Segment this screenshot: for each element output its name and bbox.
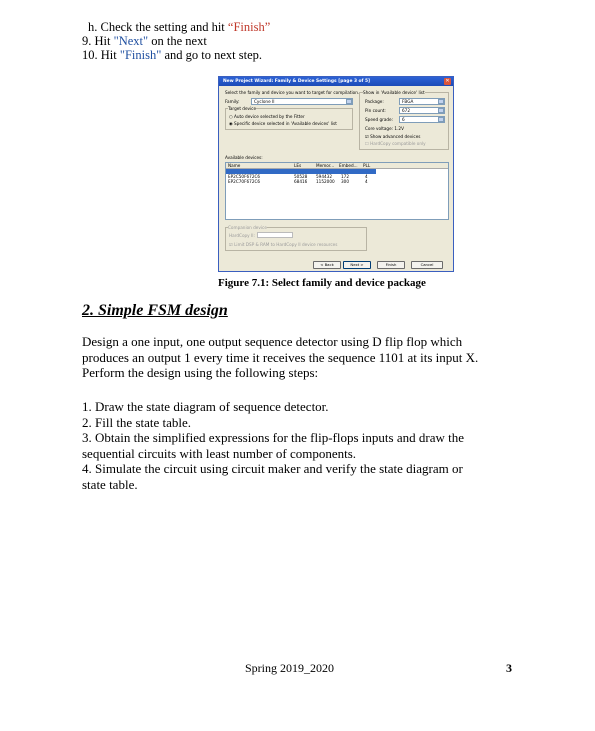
package-value: FBGA	[402, 99, 414, 104]
chevron-down-icon	[438, 99, 444, 104]
step-10-quote: "Finish"	[119, 48, 162, 62]
package-label: Package:	[365, 99, 384, 104]
col-embedded[interactable]: Embed...	[339, 163, 358, 168]
figure-caption: Figure 7.1: Select family and device package	[218, 277, 426, 289]
step-9	[82, 34, 207, 49]
cell: EP2C50F672C6	[228, 174, 261, 179]
step-10	[82, 48, 262, 63]
task-item: 3. Obtain the simplified expressions for the flip-flops inputs and draw the	[82, 430, 464, 445]
step-9-quote: "Next"	[113, 34, 149, 48]
intro-line: Perform the design using the following steps:	[82, 365, 319, 380]
finish-button[interactable]: Finish	[377, 261, 405, 269]
cell: 4	[365, 179, 368, 184]
task-item: 1. Draw the state diagram of sequence detector.	[82, 399, 329, 414]
hardcopy-compatible-checkbox[interactable]: ☐ HardCopy compatible only	[365, 141, 426, 146]
task-item: state table.	[82, 476, 138, 492]
step-9-text: 9. Hit	[82, 34, 114, 48]
wizard-title-bar	[219, 77, 453, 86]
hardcopy-label: HardCopy II:	[229, 233, 255, 238]
wizard-screenshot	[218, 76, 454, 272]
available-devices-label: Available devices:	[225, 155, 263, 160]
chevron-down-icon	[438, 108, 444, 113]
auto-device-radio[interactable]: ○ Auto device selected by the Fitter	[229, 114, 305, 119]
step-9-suffix: on the next	[148, 34, 207, 48]
step-10-suffix: and go to next step.	[161, 48, 263, 62]
speed-grade-label: Speed grade:	[365, 117, 394, 122]
speed-grade-select[interactable]	[399, 116, 445, 123]
back-button[interactable]: < Back	[313, 261, 341, 269]
cell: 594432	[316, 174, 332, 179]
pin-count-value: 672	[402, 108, 410, 113]
family-label: Family:	[225, 99, 240, 104]
devices-table[interactable]	[225, 162, 449, 220]
companion-group	[225, 227, 367, 251]
task-item: 4. Simulate the circuit using circuit maker and verify the state diagram or	[82, 461, 463, 476]
task-list	[82, 399, 522, 492]
cell: 4	[365, 174, 368, 179]
auto-device-label: Auto device selected by the Fitter	[234, 114, 305, 119]
core-voltage: Core voltage: 1.2V	[365, 126, 404, 131]
family-value: Cyclone II	[254, 99, 275, 104]
show-advanced-checkbox[interactable]: ☑ Show advanced devices	[365, 134, 421, 139]
hardcopy-select[interactable]	[257, 232, 293, 238]
col-les[interactable]: LEs	[294, 163, 302, 168]
show-in-label: Show in 'Available device' list	[363, 90, 425, 95]
task-item: 2. Fill the state table.	[82, 414, 192, 430]
cell: 50528	[294, 174, 308, 179]
pin-count-label: Pin count:	[365, 108, 386, 113]
family-select[interactable]	[251, 98, 353, 105]
step-h-text: h. Check the setting and hit	[88, 20, 228, 34]
limit-dsp-label: Limit DSP & RAM to HardCopy II device resources	[234, 242, 338, 247]
speed-grade-value: 6	[402, 117, 405, 122]
cell: EP2C70F672C6	[228, 179, 261, 184]
cell: 172	[341, 174, 349, 179]
target-device-label: Target device	[228, 106, 257, 111]
package-select[interactable]	[399, 98, 445, 105]
wizard-instruction: Select the family and device you want to target for compilation.	[225, 90, 360, 95]
cell: 300	[341, 179, 349, 184]
specific-device-radio[interactable]: ◉ Specific device selected in 'Available devices' list	[229, 121, 337, 126]
section-heading: 2. Simple FSM design	[82, 302, 228, 319]
intro-line: Design a one input, one output sequence detector using D flip flop which	[82, 334, 463, 349]
next-button[interactable]: Next >	[343, 261, 371, 269]
intro-line: produces an output 1 every time it receives the sequence 1101 at its input X.	[82, 349, 479, 365]
pin-count-select[interactable]	[399, 107, 445, 114]
close-icon[interactable]: ✕	[445, 78, 450, 84]
cell: 68416	[294, 179, 308, 184]
cancel-button[interactable]: Cancel	[411, 261, 443, 269]
show-advanced-label: Show advanced devices	[370, 134, 421, 139]
intro-paragraph	[82, 334, 522, 381]
step-10-text: 10. Hit	[82, 48, 120, 62]
specific-device-label: Specific device selected in 'Available devices' list	[234, 121, 337, 126]
page-number: 3	[506, 661, 512, 675]
col-pll[interactable]: PLL	[363, 163, 371, 168]
wizard-title: New Project Wizard: Family & Device Settings [page 3 of 5]	[223, 79, 371, 84]
chevron-down-icon	[438, 117, 444, 122]
col-memory[interactable]: Memor...	[316, 163, 335, 168]
cell: 1152000	[316, 179, 335, 184]
step-h	[88, 20, 270, 35]
step-h-quote: “Finish”	[227, 20, 271, 34]
target-device-group	[225, 108, 353, 130]
limit-dsp-checkbox[interactable]: ☑ Limit DSP & RAM to HardCopy II device resources	[229, 242, 338, 247]
task-item: sequential circuits with least number of components.	[82, 445, 357, 461]
footer-term: Spring 2019_2020	[245, 661, 335, 675]
chevron-down-icon	[346, 99, 352, 104]
col-name[interactable]: Name	[228, 163, 241, 168]
hardcopy-compatible-label: HardCopy compatible only	[370, 141, 426, 146]
companion-label: Companion device	[228, 225, 267, 230]
